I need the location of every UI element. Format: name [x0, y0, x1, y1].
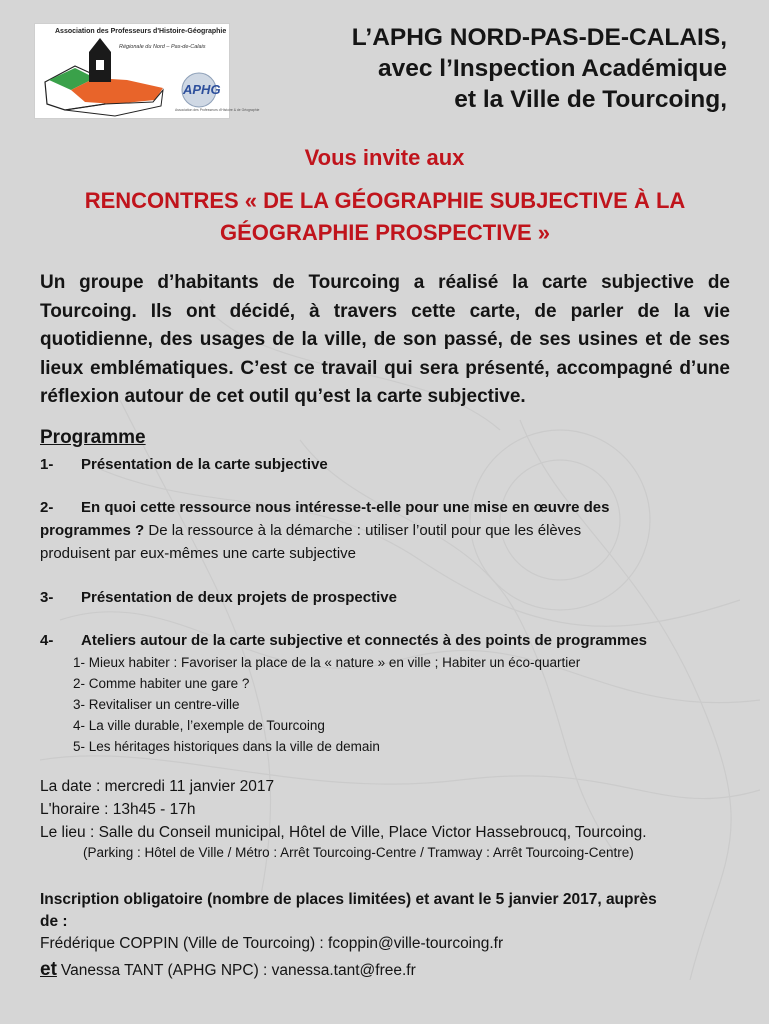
programme-item-number: 1- [40, 456, 54, 473]
conjunction-et: et [40, 959, 57, 980]
programme-item-number: 4- [40, 632, 54, 649]
contact-coppin: Frédérique COPPIN (Ville de Tourcoing) : fcoppin@ville-tourcoing.fr [40, 935, 504, 952]
header-organizers [352, 22, 727, 115]
workshop-item: 4- La ville durable, l’exemple de Tourcoing [73, 718, 325, 733]
programme-heading: Programme [40, 427, 146, 448]
event-details [40, 775, 647, 844]
header-line-2: avec l’Inspection Académique [377, 55, 727, 82]
programme-item-text: Présentation de deux projets de prospective [81, 589, 397, 606]
logo-association-text: Association des Professeurs d'Histoire-Géographie [55, 28, 227, 35]
event-hours: L'horaire : 13h45 - 17h [40, 801, 196, 818]
registration-notice [40, 889, 740, 933]
logo-aphg-badge: APHG [183, 82, 221, 97]
registration-line-1: Inscription obligatoire (nombre de places limitées) et avant le 5 janvier 2017, auprès [40, 891, 657, 908]
invite-heading: Vous invite aux [304, 145, 465, 170]
programme-item-number: 3- [40, 589, 54, 606]
header-line-1: L’APHG NORD-PAS-DE-CALAIS, [351, 24, 727, 51]
parking-info: (Parking : Hôtel de Ville / Métro : Arrêt Tourcoing-Centre / Tramway : Arrêt Tourcoing-Centre) [83, 845, 634, 860]
workshop-item: 2- Comme habiter une gare ? [73, 676, 250, 691]
programme-item-text-rest: De la ressource à la démarche : utiliser l’outil pour que les élèves [144, 522, 582, 539]
event-title-line-2: GÉOGRAPHIE PROSPECTIVE » [219, 220, 551, 245]
programme-item-2 [40, 496, 740, 565]
programme-item-text: Présentation de la carte subjective [81, 456, 328, 473]
programme-item-text-line3: produisent par eux-mêmes une carte subjective [40, 545, 356, 562]
logo-region-text: Régionale du Nord – Pas-de-Calais [119, 44, 206, 50]
contact-tant-line [40, 959, 416, 981]
programme-item-text: En quoi cette ressource nous intéresse-t-elle pour une mise en œuvre des [81, 499, 610, 516]
workshop-item: 3- Revitaliser un centre-ville [73, 697, 240, 712]
registration-line-2: de : [40, 913, 68, 930]
aphg-logo [34, 23, 260, 119]
event-title-line-1: RENCONTRES « DE LA GÉOGRAPHIE SUBJECTIVE À LA [84, 188, 686, 213]
event-date: La date : mercredi 11 janvier 2017 [40, 778, 275, 795]
event-place: Le lieu : Salle du Conseil municipal, Hôtel de Ville, Place Victor Hassebroucq, Tourcoing. [40, 824, 647, 841]
programme-item-3 [40, 586, 740, 609]
programme-item-4 [40, 629, 740, 652]
programme-item-1 [40, 453, 740, 476]
programme-item-number: 2- [40, 499, 54, 516]
logo-tagline: Association des Professeurs d'Histoire & de Géographie [175, 108, 260, 112]
programme-item-text: Ateliers autour de la carte subjective et connectés à des points de programmes [81, 632, 648, 649]
logo-graphic [35, 24, 231, 120]
workshop-item: 5- Les héritages historiques dans la ville de demain [73, 739, 380, 754]
programme-item-text-bold: programmes ? [40, 522, 145, 539]
event-title [40, 185, 730, 249]
workshop-item: 1- Mieux habiter : Favoriser la place de la « nature » en ville ; Habiter un éco-quartier [73, 655, 581, 670]
contact-tant: Vanessa TANT (APHG NPC) : vanessa.tant@free.fr [60, 962, 416, 979]
workshop-list [73, 652, 580, 757]
header-line-3: et la Ville de Tourcoing, [454, 86, 727, 113]
intro-paragraph: Un groupe d’habitants de Tourcoing a réalisé la carte subjective de Tourcoing. Ils ont décidé, à travers cette carte, de parler de la vie quotidienne, des usages de la ville, de son passé, de ses usines et de ses lieux emblématiques. C’est ce travail qui sera présenté, accompagné d’une réflexion autour de cet outil qu’est la carte subjective. [40, 272, 730, 407]
